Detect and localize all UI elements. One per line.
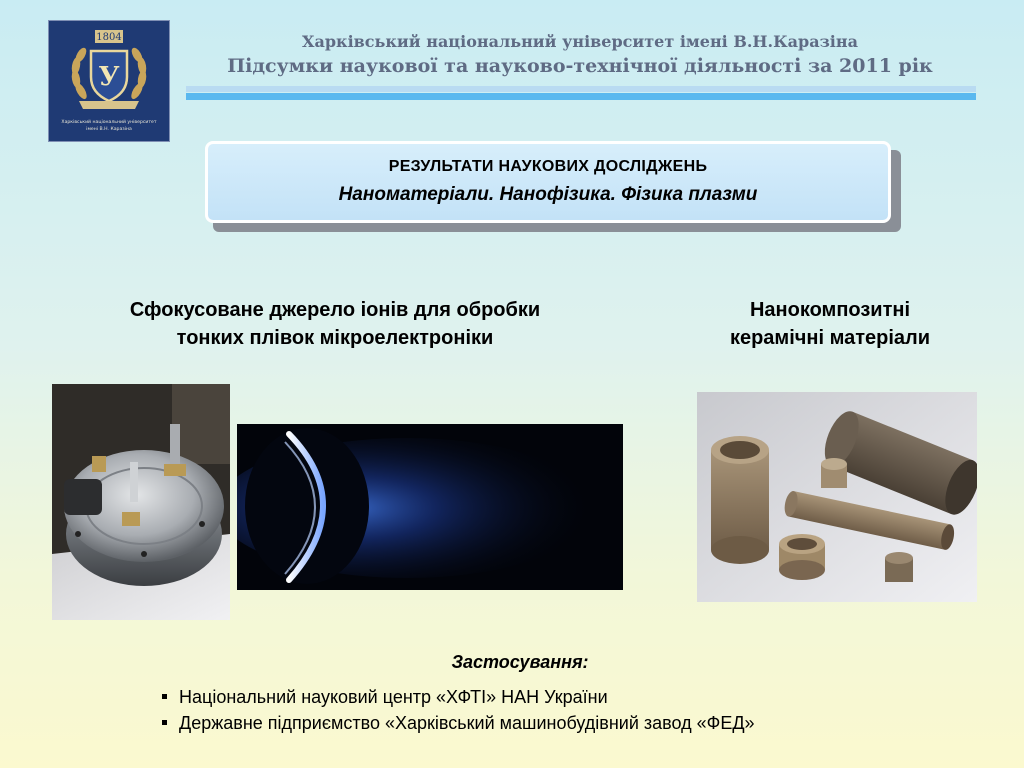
svg-text:Харківський національний уніве: Харківський національний університет (61, 120, 157, 125)
bullet-icon (162, 720, 167, 725)
svg-text:1804: 1804 (96, 32, 122, 43)
list-item (160, 710, 755, 736)
section-banner (205, 141, 891, 223)
banner-subtitle: Наноматеріали. Нанофізика. Фізика плазми (338, 184, 758, 205)
application-text: Національний науковий центр «ХФТІ» НАН України (179, 687, 608, 707)
applications-title: Застосування: (451, 652, 589, 672)
university-emblem-icon (49, 21, 169, 141)
ion-source-photo (52, 384, 230, 620)
ceramic-materials-photo (697, 392, 977, 602)
application-text: Державне підприємство «Харківський машинобудівний завод «ФЕД» (179, 713, 755, 733)
ion-source-caption-line-1: Сфокусоване джерело іонів для обробки (129, 299, 541, 321)
ion-source-caption-line-2: тонких плівок мікроелектроніки (176, 327, 494, 349)
plasma-beam-photo (237, 424, 623, 590)
header-divider-light (186, 86, 976, 92)
ceramics-caption-line-1: Нанокомпозитні (749, 299, 911, 321)
svg-text:імені В.Н. Каразіна: імені В.Н. Каразіна (86, 127, 132, 132)
ion-source-caption (70, 296, 600, 352)
ceramics-caption (690, 296, 970, 352)
banner-title: РЕЗУЛЬТАТИ НАУКОВИХ ДОСЛІДЖЕНЬ (388, 158, 708, 175)
header-divider-blue (186, 93, 976, 100)
university-logo (48, 20, 170, 142)
list-item (160, 684, 755, 710)
bullet-icon (162, 694, 167, 699)
report-subtitle: Підсумки наукової та науково-технічної діяльності за 2011 рік (227, 55, 933, 77)
university-name: Харківський національний університет імені В.Н.Каразіна (302, 32, 858, 51)
ceramics-caption-line-2: керамічні матеріали (729, 327, 931, 349)
svg-text:У: У (98, 62, 120, 92)
applications-list (160, 684, 755, 736)
